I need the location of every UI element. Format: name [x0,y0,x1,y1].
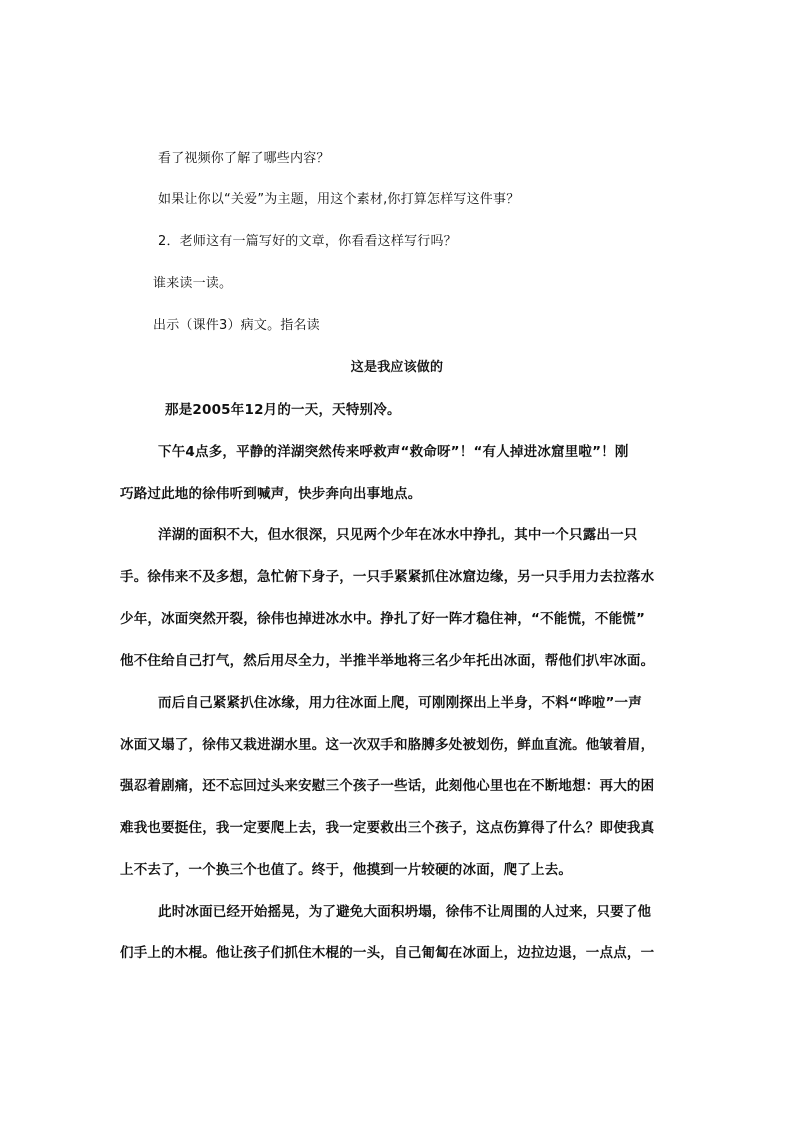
intro-line-1: 看了视频你了解了哪些内容？ [158,151,330,166]
body-line-14: 们手上的木棍。他让孩子们抓住木棍的一头，自己匍匐在冰面上，边拉边退，一点点，一 [120,945,655,961]
body-line-8: 而后自己紧紧扒住冰缘，用力往冰面上爬，可刚刚探出上半身，不料“哗啦”一声 [158,695,642,711]
intro-line-3: 2．老师这有一篇写好的文章，你看看这样写行吗？ [158,234,457,249]
body-line-3: 巧路过此地的徐伟听到喊声，快步奔向出事地点。 [120,486,422,502]
body-line-2: 下午4点多，平静的洋湖突然传来呼救声“救命呀”！“有人掉进冰窟里啦”！刚 [158,444,629,460]
intro-line-5: 出示（课件3）病文。指名读 [153,318,320,333]
body-line-1: 那是2005年12月的一天，天特别冷。 [165,402,401,418]
body-line-12: 上不去了，一个换三个也值了。终于，他摸到一片较硬的冰面，爬了上去。 [120,862,573,878]
intro-line-2: 如果让你以“关爱”为主题，用这个素材,你打算怎样写这件事？ [158,192,520,207]
body-line-4: 洋湖的面积不大，但水很深，只见两个少年在冰水中挣扎，其中一个只露出一只 [158,527,638,543]
body-line-11: 难我也要挺住，我一定要爬上去，我一定要救出三个孩子，这点伤算得了什么？即使我真 [120,820,655,836]
body-line-9: 冰面又塌了，徐伟又栽进湖水里。这一次双手和胳膊多处被划伤，鲜血直流。他皱着眉， [120,737,655,753]
body-line-6: 少年，冰面突然开裂，徐伟也掉进冰水中。挣扎了好一阵才稳住神，“不能慌，不能慌” [120,611,646,627]
body-line-5: 手。徐伟来不及多想，急忙俯下身子，一只手紧紧抓住冰窟边缘，另一只手用力去拉落水 [120,569,655,585]
article-title: 这是我应该做的 [350,360,444,375]
body-line-10: 强忍着剧痛，还不忘回过头来安慰三个孩子一些话，此刻他心里也在不断地想：再大的困 [120,778,655,794]
body-line-13: 此时冰面已经开始摇晃，为了避免大面积坍塌，徐伟不让周围的人过来，只要了他 [158,904,652,920]
body-line-7: 他不住给自己打气，然后用尽全力，半推半举地将三名少年托出冰面，帮他们扒牢冰面。 [120,653,655,669]
intro-line-4: 谁来读一读。 [153,276,233,291]
